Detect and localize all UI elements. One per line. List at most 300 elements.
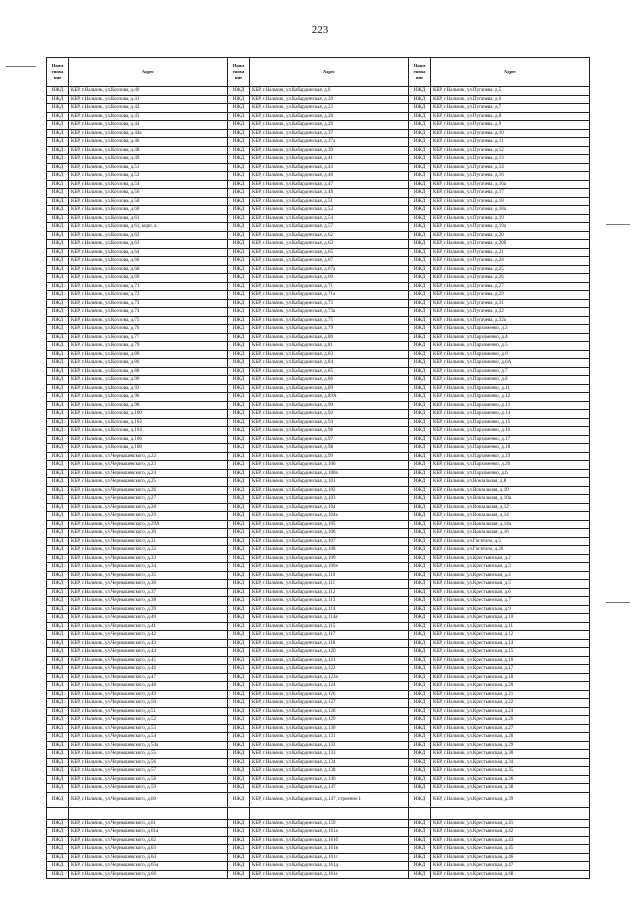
cell-type: ИЖД — [47, 870, 69, 879]
cell-address: КБР, г.Нальчик, ул.Кабардинская, д.90 — [250, 401, 409, 410]
cell-type: ИЖД — [228, 452, 250, 461]
cell-type: ИЖД — [228, 699, 250, 708]
cell-address: КБР, г.Нальчик, ул.Крестьянская, д.39 — [431, 792, 590, 807]
cell-address: КБР, г.Нальчик, ул.Пархоменко, д.20 — [431, 461, 590, 470]
cell-type: ИЖД — [409, 342, 431, 351]
cell-address: КБР, г.Нальчик, ул.Чернышевского, д.56 — [69, 758, 228, 767]
cell-address: КБР, г.Нальчик, ул.Пугачева, д.20б — [431, 240, 590, 249]
cell-type: ИЖД — [228, 836, 250, 845]
cell-type: ИЖД — [409, 690, 431, 699]
cell-address: КБР, г.Нальчик, ул.Чернышевского, д.45 — [69, 656, 228, 665]
cell-address: КБР, г.Нальчик, ул.Кабардинская, д.129 — [250, 716, 409, 725]
cell-address: КБР, г.Нальчик, ул.Чернышевского, д.52 — [69, 716, 228, 725]
table-row — [47, 308, 590, 317]
cell-type: ИЖД — [409, 784, 431, 793]
cell-type: ИЖД — [228, 563, 250, 572]
cell-address: КБР, г.Нальчик, ул.Кабардинская, д.110 — [250, 571, 409, 580]
cell-address: КБР, г.Нальчик, ул.Чернышевского, д.46 — [69, 665, 228, 674]
cell-type: ИЖД — [409, 223, 431, 232]
cell-type: ИЖД — [47, 554, 69, 563]
cell-address: КБР, г.Нальчик, ул.Крестьянская, д.5 — [431, 580, 590, 589]
cell-type: ИЖД — [228, 853, 250, 862]
cell-address: КБР, г.Нальчик, ул.Козлова, д.48 — [69, 146, 228, 155]
cell-address: КБР, г.Нальчик, ул.Вокзальная, д.12 — [431, 503, 590, 512]
cell-address: КБР, г.Нальчик, ул.Пугачева, д.26 — [431, 274, 590, 283]
cell-type: ИЖД — [228, 359, 250, 368]
cell-type: ИЖД — [228, 775, 250, 784]
page-number: 223 — [311, 24, 329, 36]
cell-address: КБР, г.Нальчик, ул.Крестьянская, д.17 — [431, 665, 590, 674]
table-row — [47, 197, 590, 206]
table-row — [47, 870, 590, 879]
cell-type: ИЖД — [228, 707, 250, 716]
cell-address: КБР, г.Нальчик, ул.Кабардинская, д.63 — [250, 240, 409, 249]
cell-type: ИЖД — [228, 631, 250, 640]
cell-type: ИЖД — [47, 291, 69, 300]
cell-address: КБР, г.Нальчик, ул.Кабардинская, д.115 — [250, 622, 409, 631]
cell-type: ИЖД — [228, 495, 250, 504]
cell-type: ИЖД — [47, 546, 69, 555]
cell-type: ИЖД — [409, 733, 431, 742]
table-row — [47, 393, 590, 402]
cell-type: ИЖД — [228, 291, 250, 300]
cell-address — [250, 807, 409, 819]
cell-address: КБР, г.Нальчик, ул.Вокзальная, д.10 — [431, 486, 590, 495]
cell-type: ИЖД — [228, 792, 250, 807]
table-row — [47, 376, 590, 385]
cell-address: КБР, г.Нальчик, ул.Козлова, д.62 — [69, 231, 228, 240]
cell-address: КБР, г.Нальчик, ул.Кабардинская, д.117 — [250, 631, 409, 640]
cell-address: КБР, г.Нальчик, ул.Кабардинская, д.37 — [250, 129, 409, 138]
cell-type: ИЖД — [228, 367, 250, 376]
cell-address: КБР, г.Нальчик, ул.Крестьянская, д.3 — [431, 563, 590, 572]
column-header-type: Наим енова ние — [228, 58, 250, 87]
cell-address: КБР, г.Нальчик, ул.Козлова, д.104 — [69, 427, 228, 436]
cell-type: ИЖД — [47, 707, 69, 716]
cell-address: КБР, г.Нальчик, ул.Кабардинская, д.128 — [250, 707, 409, 716]
cell-address: КБР, г.Нальчик, ул.Кабардинская, д.71а — [250, 291, 409, 300]
cell-type: ИЖД — [409, 639, 431, 648]
cell-address: КБР, г.Нальчик, ул.Пугачева, д.16а — [431, 180, 590, 189]
cell-type: ИЖД — [228, 104, 250, 113]
cell-address: КБР, г.Нальчик, ул.Козлова, д.69 — [69, 274, 228, 283]
table-row — [47, 853, 590, 862]
cell-address: КБР, г.Нальчик, ул.Пугачева, д.25 — [431, 265, 590, 274]
cell-address: КБР, г.Нальчик, ул.Чернышевского, д.51 — [69, 707, 228, 716]
table-row — [47, 707, 590, 716]
cell-address: КБР, г.Нальчик, ул.Чернышевского, д.58 — [69, 775, 228, 784]
table-row — [47, 546, 590, 555]
cell-address: КБР, г.Нальчик, ул.Кабардинская, д.47 — [250, 180, 409, 189]
cell-address: КБР, г.Нальчик, ул.Крестьянская, д.45 — [431, 845, 590, 854]
cell-type: ИЖД — [228, 870, 250, 879]
cell-type: ИЖД — [409, 724, 431, 733]
table-row — [47, 665, 590, 674]
table-row — [47, 656, 590, 665]
cell-type: ИЖД — [228, 639, 250, 648]
cell-type: ИЖД — [228, 248, 250, 257]
cell-address: КБР, г.Нальчик, ул.Козлова, д.64 — [69, 248, 228, 257]
cell-type: ИЖД — [228, 121, 250, 130]
table-row — [47, 427, 590, 436]
table-row — [47, 444, 590, 453]
cell-address: КБР, г.Нальчик, ул.Чернышевского, д.50 — [69, 699, 228, 708]
cell-type: ИЖД — [47, 529, 69, 538]
cell-type: ИЖД — [228, 546, 250, 555]
cell-address: КБР, г.Нальчик, ул.Кабардинская, д.111 — [250, 580, 409, 589]
cell-address: КБР, г.Нальчик, ул.Кабардинская, д.80 — [250, 333, 409, 342]
cell-address: КБР, г.Нальчик, ул.Крестьянская, д.21 — [431, 690, 590, 699]
cell-address: КБР, г.Нальчик, ул.Кабардинская, д.69 — [250, 274, 409, 283]
cell-address: КБР, г.Нальчик, ул.Козлова, д.44 — [69, 121, 228, 130]
cell-address: КБР, г.Нальчик, ул.Кабардинская, д.57 — [250, 223, 409, 232]
table-row — [47, 316, 590, 325]
cell-type: ИЖД — [228, 580, 250, 589]
cell-type: ИЖД — [228, 486, 250, 495]
cell-type: ИЖД — [228, 333, 250, 342]
cell-type: ИЖД — [409, 828, 431, 837]
cell-address: КБР, г.Нальчик, ул.Чернышевского, д.48 — [69, 682, 228, 691]
cell-address: КБР, г.Нальчик, ул.Пархоменко, д.14 — [431, 410, 590, 419]
cell-type: ИЖД — [409, 376, 431, 385]
cell-type: ИЖД — [409, 537, 431, 546]
cell-address: КБР, г.Нальчик, ул.Крестьянская, д.6 — [431, 588, 590, 597]
cell-address: КБР, г.Нальчик, ул.Кабардинская, д.126 — [250, 690, 409, 699]
cell-address: КБР, г.Нальчик, ул.Козлова, д.60 — [69, 206, 228, 215]
cell-type: ИЖД — [409, 248, 431, 257]
cell-address: КБР, г.Нальчик, ул.Козлова, д.79 — [69, 342, 228, 351]
right-edge-mark — [606, 602, 630, 603]
cell-type: ИЖД — [47, 733, 69, 742]
cell-type: ИЖД — [47, 648, 69, 657]
table-row — [47, 845, 590, 854]
table-row — [47, 325, 590, 334]
cell-address: КБР, г.Нальчик, ул.Козлова, д.46 — [69, 138, 228, 147]
cell-address: КБР, г.Нальчик, ул.Козлова, д.90 — [69, 376, 228, 385]
cell-address: КБР, г.Нальчик, ул.Кабардинская, д.79 — [250, 325, 409, 334]
cell-type: ИЖД — [228, 758, 250, 767]
cell-type: ИЖД — [47, 614, 69, 623]
table-row — [47, 384, 590, 393]
cell-type: ИЖД — [47, 104, 69, 113]
cell-type: ИЖД — [228, 342, 250, 351]
cell-address: КБР, г.Нальчик, ул.Чернышевского, д.43 — [69, 639, 228, 648]
cell-address: КБР, г.Нальчик, ул.Чернышевского, д.27 — [69, 495, 228, 504]
cell-type: ИЖД — [228, 690, 250, 699]
cell-address: КБР, г.Нальчик, ул.Кабардинская, д.118 — [250, 639, 409, 648]
cell-address: КБР, г.Нальчик, ул.Кабардинская, д.112 — [250, 588, 409, 597]
table-row — [47, 775, 590, 784]
cell-type: ИЖД — [409, 758, 431, 767]
cell-address: КБР, г.Нальчик, ул.Чернышевского, д.54 — [69, 733, 228, 742]
cell-type: ИЖД — [228, 767, 250, 776]
cell-type: ИЖД — [228, 673, 250, 682]
address-table — [46, 57, 590, 879]
cell-address: КБР, г.Нальчик, ул.Пугачева, д.29 — [431, 291, 590, 300]
cell-type: ИЖД — [228, 401, 250, 410]
cell-address: КБР, г.Нальчик, ул.Кабардинская, д.86 — [250, 376, 409, 385]
cell-address: КБР, г.Нальчик, ул.Пугачева, д.14 — [431, 163, 590, 172]
cell-type: ИЖД — [228, 724, 250, 733]
table-row — [47, 529, 590, 538]
table-row — [47, 563, 590, 572]
cell-address: КБР, г.Нальчик, ул.Чернышевского, д.53 — [69, 724, 228, 733]
cell-type: ИЖД — [409, 316, 431, 325]
cell-type: ИЖД — [47, 316, 69, 325]
cell-address: КБР, г.Нальчик, ул.Крестьянская, д.47 — [431, 862, 590, 871]
table-row — [47, 724, 590, 733]
cell-type: ИЖД — [47, 699, 69, 708]
cell-address: КБР, г.Нальчик, ул.Кабардинская, д.161д — [250, 862, 409, 871]
cell-type: ИЖД — [228, 410, 250, 419]
cell-type: ИЖД — [409, 546, 431, 555]
cell-type: ИЖД — [409, 427, 431, 436]
cell-type: ИЖД — [228, 231, 250, 240]
cell-type: ИЖД — [47, 503, 69, 512]
cell-address: КБР, г.Нальчик, ул.Кабардинская, д.122 — [250, 665, 409, 674]
cell-address: КБР, г.Нальчик, ул.Кабардинская, д.159 — [250, 819, 409, 828]
cell-address: КБР, г.Нальчик, ул.Крестьянская, д.22 — [431, 699, 590, 708]
cell-address: КБР, г.Нальчик, ул.Пугачева, д.27 — [431, 282, 590, 291]
table-row — [47, 537, 590, 546]
cell-address: КБР, г.Нальчик, ул.Чернышевского, д.63 — [69, 845, 228, 854]
cell-type: ИЖД — [409, 486, 431, 495]
cell-type: ИЖД — [409, 699, 431, 708]
cell-type: ИЖД — [409, 401, 431, 410]
table-row — [47, 495, 590, 504]
cell-type: ИЖД — [409, 520, 431, 529]
cell-type: ИЖД — [47, 631, 69, 640]
cell-address: КБР, г.Нальчик, ул.Вокзальная, д.8 — [431, 478, 590, 487]
cell-type: ИЖД — [409, 146, 431, 155]
cell-address: КБР, г.Нальчик, ул.Кабардинская, д.109 — [250, 554, 409, 563]
cell-address: КБР, г.Нальчик, ул.Кабардинская, д.54 — [250, 214, 409, 223]
cell-address: КБР, г.Нальчик, ул.Пархоменко, д.7 — [431, 367, 590, 376]
cell-type: ИЖД — [47, 537, 69, 546]
table-row — [47, 673, 590, 682]
column-header-type: Наим енова ние — [47, 58, 69, 87]
cell-address: КБР, г.Нальчик, ул.Кабардинская, д.67 — [250, 257, 409, 266]
cell-address: КБР, г.Нальчик, ул.Кабардинская, д.41 — [250, 155, 409, 164]
cell-address: КБР, г.Нальчик, ул.Козлова, д.75 — [69, 316, 228, 325]
cell-address: КБР, г.Нальчик, ул.Кабардинская, д.43 — [250, 163, 409, 172]
cell-address: КБР, г.Нальчик, ул.Крестьянская, д.29 — [431, 741, 590, 750]
cell-address: КБР, г.Нальчик, ул.Пархоменко, д.6А — [431, 359, 590, 368]
cell-type: ИЖД — [228, 503, 250, 512]
table-row — [47, 265, 590, 274]
cell-type: ИЖД — [409, 444, 431, 453]
cell-address: КБР, г.Нальчик, ул.Вокзальная, д.14 — [431, 512, 590, 521]
cell-address: КБР, г.Нальчик, ул.Пугачева, д.19 — [431, 214, 590, 223]
table-row — [47, 129, 590, 138]
table-row — [47, 682, 590, 691]
table-row — [47, 478, 590, 487]
cell-type: ИЖД — [47, 767, 69, 776]
table-row — [47, 750, 590, 759]
table-row — [47, 631, 590, 640]
table-row — [47, 350, 590, 359]
cell-address: КБР, г.Нальчик, ул.Пархоменко, д.12 — [431, 393, 590, 402]
table-row — [47, 520, 590, 529]
cell-address: КБР, г.Нальчик, ул.Козлова, д.96 — [69, 393, 228, 402]
cell-type: ИЖД — [47, 308, 69, 317]
cell-address: КБР, г.Нальчик, ул.Кабардинская, д.127 — [250, 699, 409, 708]
cell-address: КБР, г.Нальчик, ул.Козлова, д.76 — [69, 325, 228, 334]
cell-type: ИЖД — [228, 155, 250, 164]
cell-type: ИЖД — [228, 819, 250, 828]
cell-address: КБР, г.Нальчик, ул.Козлова, д.86 — [69, 359, 228, 368]
cell-address: КБР, г.Нальчик, ул.Чернышевского, д.36 — [69, 580, 228, 589]
cell-address: КБР, г.Нальчик, ул.Козлова, д.61 — [69, 214, 228, 223]
cell-type: ИЖД — [228, 537, 250, 546]
cell-address: КБР, г.Нальчик, ул.Кабардинская, д.52 — [250, 206, 409, 215]
table-row — [47, 121, 590, 130]
cell-type: ИЖД — [228, 282, 250, 291]
cell-address: КБР, г.Нальчик, ул.Пархоменко, д.13 — [431, 401, 590, 410]
cell-type: ИЖД — [47, 282, 69, 291]
cell-address: КБР, г.Нальчик, ул.Кабардинская, д.97 — [250, 435, 409, 444]
cell-type: ИЖД — [228, 197, 250, 206]
cell-address: КБР, г.Нальчик, ул.Козлова, д.68 — [69, 265, 228, 274]
table-row — [47, 155, 590, 164]
cell-address: КБР, г.Нальчик, ул.Козлова, д.108 — [69, 444, 228, 453]
cell-address: КБР, г.Нальчик, ул.Чернышевского, д.41 — [69, 622, 228, 631]
cell-address: КБР, г.Нальчик, ул.Кабардинская, д.147, строение 1 — [250, 792, 409, 807]
cell-address: КБР, г.Нальчик, ул.Вокзальная, д.10а — [431, 495, 590, 504]
cell-address: КБР, г.Нальчик, ул.Кабардинская, д.94 — [250, 418, 409, 427]
cell-address: КБР, г.Нальчик, ул.Чернышевского, д.32 — [69, 546, 228, 555]
cell-address: КБР, г.Нальчик, ул.Козлова, д.66 — [69, 257, 228, 266]
cell-address: КБР, г.Нальчик, ул.Кабардинская, д.100а — [250, 469, 409, 478]
cell-type: ИЖД — [409, 707, 431, 716]
cell-type: ИЖД — [47, 836, 69, 845]
cell-address: КБР, г.Нальчик, ул.Крестьянская, д.2 — [431, 554, 590, 563]
table-row — [47, 597, 590, 606]
cell-type: ИЖД — [228, 376, 250, 385]
cell-type: ИЖД — [228, 129, 250, 138]
table-row — [47, 299, 590, 308]
cell-type: ИЖД — [228, 325, 250, 334]
table-row — [47, 248, 590, 257]
cell-type: ИЖД — [47, 138, 69, 147]
cell-address: КБР, г.Нальчик, ул.Козлова, д.88 — [69, 367, 228, 376]
cell-type: ИЖД — [409, 682, 431, 691]
cell-address: КБР, г.Нальчик, ул.Крестьянская, д.10 — [431, 614, 590, 623]
table-row — [47, 223, 590, 232]
cell-address: КБР, г.Нальчик, ул.Кабардинская, д.132 — [250, 741, 409, 750]
cell-type: ИЖД — [228, 571, 250, 580]
cell-type: ИЖД — [47, 461, 69, 470]
cell-address: КБР, г.Нальчик, ул.Крестьянская, д.35 — [431, 767, 590, 776]
cell-type: ИЖД — [228, 828, 250, 837]
cell-address: КБР, г.Нальчик, ул.Чернышевского, д.34 — [69, 563, 228, 572]
cell-address: КБР, г.Нальчик, ул.Козлова, д.98 — [69, 401, 228, 410]
table-row — [47, 716, 590, 725]
column-header-address: Адрес — [69, 58, 228, 87]
cell-type: ИЖД — [228, 206, 250, 215]
cell-type: ИЖД — [228, 682, 250, 691]
table-row — [47, 180, 590, 189]
cell-address: КБР, г.Нальчик, ул.Чернышевского, д.44 — [69, 648, 228, 657]
cell-type — [409, 807, 431, 819]
address-table-wrapper — [46, 57, 590, 879]
cell-address: КБР, г.Нальчик, ул.Крестьянская, д.30 — [431, 750, 590, 759]
cell-type: ИЖД — [409, 716, 431, 725]
table-row — [47, 758, 590, 767]
cell-type: ИЖД — [409, 367, 431, 376]
cell-type: ИЖД — [47, 853, 69, 862]
cell-type: ИЖД — [409, 819, 431, 828]
cell-type: ИЖД — [47, 197, 69, 206]
cell-address: КБР, г.Нальчик, ул.Кабардинская, д.29 — [250, 121, 409, 130]
cell-type: ИЖД — [228, 512, 250, 521]
cell-address: КБР, г.Нальчик, ул.Козлова, д.100 — [69, 410, 228, 419]
cell-type: ИЖД — [228, 146, 250, 155]
cell-type: ИЖД — [47, 716, 69, 725]
cell-address: КБР, г.Нальчик, ул.Чернышевского, д.57 — [69, 767, 228, 776]
cell-type: ИЖД — [409, 673, 431, 682]
cell-address: КБР, г.Нальчик, ул.Пугачева, д.11 — [431, 138, 590, 147]
cell-address: КБР, г.Нальчик, ул.Крестьянская, д.41 — [431, 819, 590, 828]
cell-address: КБР, г.Нальчик, ул.Чернышевского, д.62 — [69, 836, 228, 845]
cell-type: ИЖД — [47, 828, 69, 837]
cell-address: КБР, г.Нальчик, ул.Чернышевского, д.64 — [69, 853, 228, 862]
table-row — [47, 112, 590, 121]
cell-address: КБР, г.Нальчик, ул.Пархоменко, д.18 — [431, 444, 590, 453]
cell-address: КБР, г.Нальчик, ул.Пархоменко, д.6 — [431, 350, 590, 359]
cell-type: ИЖД — [228, 614, 250, 623]
cell-address: КБР, г.Нальчик, ул.Пугачева, д.32а — [431, 316, 590, 325]
table-row — [47, 418, 590, 427]
table-row — [47, 359, 590, 368]
cell-address: КБР, г.Нальчик, ул.Чернышевского, д.35 — [69, 571, 228, 580]
cell-type: ИЖД — [47, 95, 69, 104]
cell-address: КБР, г.Нальчик, ул.Кабардинская, д.133 — [250, 750, 409, 759]
cell-address — [431, 807, 590, 819]
cell-address: КБР, г.Нальчик, ул.Козлова, д.102 — [69, 418, 228, 427]
table-row — [47, 639, 590, 648]
cell-type: ИЖД — [409, 588, 431, 597]
cell-address: КБР, г.Нальчик, ул.Чернышевского, д.47 — [69, 673, 228, 682]
cell-type: ИЖД — [47, 265, 69, 274]
cell-address: КБР, г.Нальчик, ул.Чернышевского, д.25 — [69, 478, 228, 487]
cell-type: ИЖД — [409, 512, 431, 521]
cell-type: ИЖД — [409, 138, 431, 147]
table-row — [47, 614, 590, 623]
cell-address: КБР, г.Нальчик, ул.Пугачева, д.18 — [431, 197, 590, 206]
cell-type: ИЖД — [409, 631, 431, 640]
table-row — [47, 410, 590, 419]
table-row — [47, 807, 590, 819]
cell-type: ИЖД — [47, 410, 69, 419]
table-row — [47, 291, 590, 300]
cell-type: ИЖД — [409, 665, 431, 674]
cell-type: ИЖД — [409, 495, 431, 504]
cell-type: ИЖД — [409, 656, 431, 665]
table-header-row — [47, 58, 590, 87]
cell-type: ИЖД — [47, 146, 69, 155]
cell-address: КБР, г.Нальчик, ул.Кабардинская, д.98 — [250, 444, 409, 453]
cell-type: ИЖД — [228, 435, 250, 444]
cell-address: КБР, г.Нальчик, ул.Чернышевского, д.61а — [69, 828, 228, 837]
table-row — [47, 189, 590, 198]
cell-address: КБР, г.Нальчик, ул.Пугачева, д.9 — [431, 121, 590, 130]
cell-address: КБР, г.Нальчик, ул.Кабардинская, д.109а — [250, 563, 409, 572]
cell-type: ИЖД — [47, 163, 69, 172]
cell-type: ИЖД — [409, 121, 431, 130]
cell-address: КБР, г.Нальчик, ул.Чернышевского, д.60 — [69, 792, 228, 807]
cell-type: ИЖД — [409, 503, 431, 512]
